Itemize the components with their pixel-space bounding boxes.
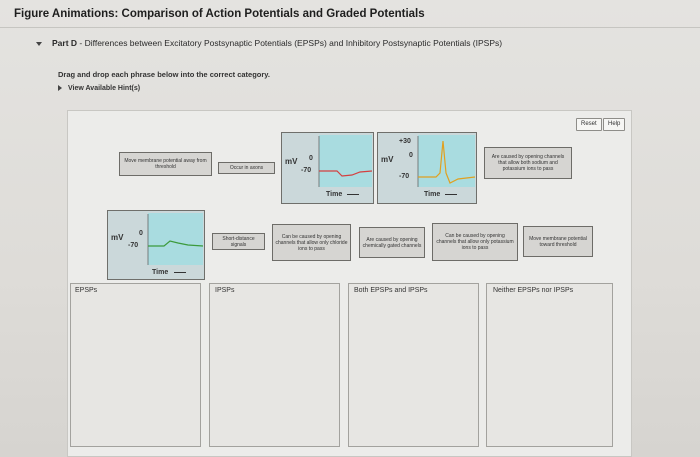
- graph-tile-action-potential[interactable]: [377, 132, 477, 204]
- bin-title-both: Both EPSPs and IPSPs: [354, 287, 428, 294]
- figure-title: Figure Animations: Comparison of Action Potentials and Graded Potentials: [14, 8, 425, 20]
- part-separator: -: [77, 38, 85, 48]
- graph1-tick-0: 0: [309, 155, 313, 162]
- hints-label: View Available Hint(s): [68, 85, 141, 92]
- graph-tile-epsp[interactable]: [107, 210, 205, 280]
- phrase-short-distance-signals[interactable]: Short-distance signals: [212, 233, 265, 250]
- part-label: Part D: [52, 38, 78, 48]
- phrase-chloride-channels[interactable]: Can be caused by opening channels that allow only chloride ions to pass: [272, 224, 351, 261]
- view-hints-toggle[interactable]: [58, 85, 140, 92]
- graph1-unit: mV: [285, 157, 298, 166]
- bin-both[interactable]: [348, 283, 479, 447]
- graph2-tick-70: -70: [399, 173, 410, 180]
- bin-title-epsps: EPSPs: [75, 287, 98, 294]
- graph3-xlabel: Time: [152, 269, 169, 276]
- phrase-occur-in-axons[interactable]: Occur in axons: [218, 162, 275, 174]
- graph2-trace: [418, 141, 475, 183]
- graph2-arrow-icon: [445, 194, 457, 195]
- expand-triangle-icon: [58, 85, 62, 91]
- help-button[interactable]: Help: [603, 118, 625, 131]
- reset-button[interactable]: Reset: [576, 118, 602, 131]
- graph2-tick-0: 0: [409, 152, 413, 159]
- divider: [0, 27, 700, 28]
- collapse-triangle-icon[interactable]: [36, 42, 42, 46]
- graph3-trace: [148, 241, 203, 246]
- graph3-tick-0: 0: [139, 230, 143, 237]
- graph3-arrow-icon: [174, 272, 186, 273]
- phrase-move-toward-threshold[interactable]: Move membrane potential toward threshold: [523, 226, 593, 257]
- graph-tile-ipsp[interactable]: [281, 132, 374, 204]
- graph1-arrow-icon: [347, 194, 359, 195]
- graph1-trace: [319, 171, 372, 176]
- graph3-unit: mV: [111, 233, 124, 242]
- graph1-xlabel: Time: [326, 191, 343, 198]
- graph1-tick-70: -70: [301, 167, 312, 174]
- bin-neither[interactable]: [486, 283, 613, 447]
- bin-title-ipsps: IPSPs: [215, 287, 235, 294]
- phrase-potassium-only-channels[interactable]: Can be caused by opening channels that allow only potassium ions to pass: [432, 223, 518, 261]
- bin-title-neither: Neither EPSPs nor IPSPs: [493, 287, 574, 294]
- graph2-unit: mV: [381, 155, 394, 164]
- part-header[interactable]: [36, 38, 502, 48]
- part-title: Differences between Excitatory Postsynaptic Potentials (EPSPs) and Inhibitory Postsynaptic Potentials (IPSPs): [84, 38, 503, 48]
- phrase-chemically-gated[interactable]: Are caused by opening chemically gated channels: [359, 227, 425, 258]
- graph3-tick-70: -70: [128, 242, 139, 249]
- instructions: Drag and drop each phrase below into the correct category.: [58, 70, 270, 79]
- bin-ipsps[interactable]: [209, 283, 340, 447]
- bin-epsps[interactable]: [70, 283, 201, 447]
- graph2-xlabel: Time: [424, 191, 441, 198]
- phrase-move-away-from-threshold[interactable]: Move membrane potential away from threshold: [119, 152, 212, 176]
- phrase-sodium-potassium-channels[interactable]: Are caused by opening channels that allow both sodium and potassium ions to pass: [484, 147, 572, 179]
- graph2-tick-30: +30: [399, 138, 411, 145]
